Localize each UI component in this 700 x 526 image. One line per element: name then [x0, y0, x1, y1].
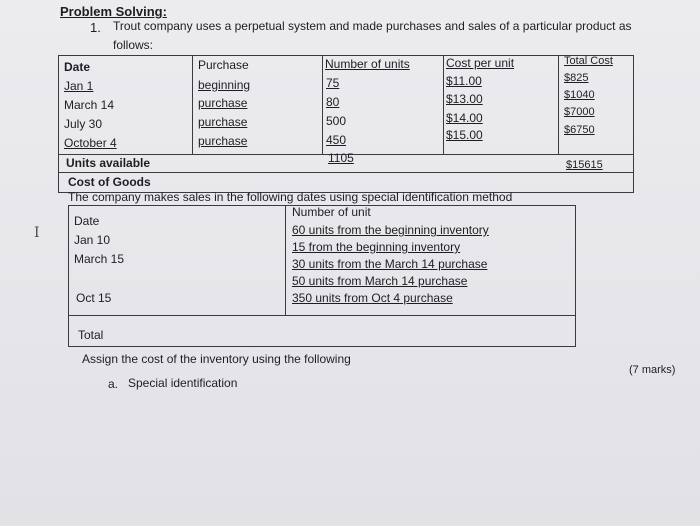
sales-row5-date: Oct 15: [76, 291, 112, 305]
row3-date: July 30: [64, 117, 103, 131]
row4-units: 450: [326, 133, 347, 147]
row4-type: purchase: [198, 134, 248, 148]
row3-total: $7000: [564, 106, 595, 118]
header-purchase: Purchase: [198, 58, 249, 72]
cost-of-goods-value: $15615: [566, 159, 603, 171]
row4-date: October 4: [64, 136, 117, 150]
sales-row1-date: Jan 10: [74, 233, 111, 247]
assign-item-text: Special identification: [128, 376, 238, 390]
sales-row1-desc: 60 units from the beginning inventory: [292, 223, 489, 237]
assign-instruction: Assign the cost of the inventory using the following: [82, 352, 351, 366]
header-cost-per-unit: Cost per unit: [446, 56, 515, 70]
row2-cost: $13.00: [446, 92, 483, 106]
sales-row2-date: March 15: [74, 252, 125, 266]
row1-units: 75: [326, 76, 340, 90]
sales-row5-desc: 350 units from Oct 4 purchase: [292, 291, 453, 305]
header-units: Number of units: [325, 57, 410, 71]
sales-header-date: Date: [74, 214, 100, 228]
sales-row3-desc: 30 units from the March 14 purchase: [292, 257, 488, 271]
row3-units: 500: [326, 114, 347, 128]
row1-date: Jan 1: [64, 79, 94, 93]
sales-header-units: Number of unit: [292, 205, 371, 219]
cost-of-goods-label: Cost of Goods: [68, 175, 151, 189]
row2-units: 80: [326, 95, 340, 109]
sales-intro: The company makes sales in the following dates using special identification method: [68, 190, 513, 204]
marks-label: (7 marks): [629, 364, 676, 376]
section-heading: Problem Solving:: [60, 4, 167, 19]
row3-cost: $14.00: [446, 111, 483, 125]
sales-row2-desc: 15 from the beginning inventory: [292, 240, 461, 254]
question-number: 1.: [90, 20, 101, 35]
row3-type: purchase: [198, 115, 248, 129]
row1-total: $825: [564, 72, 589, 84]
assign-item-letter: a.: [108, 377, 119, 391]
row2-type: purchase: [198, 96, 248, 110]
header-date: Date: [64, 60, 91, 74]
row2-total: $1040: [564, 89, 595, 101]
question-text-line1: Trout company uses a perpetual system and made purchases and sales of a particular product as: [113, 19, 632, 33]
row1-type: beginning: [198, 78, 251, 92]
units-available-value: 1105: [328, 151, 354, 165]
row2-date: March 14: [64, 98, 115, 112]
sales-total-label: Total: [78, 328, 104, 342]
row4-cost: $15.00: [446, 128, 483, 142]
row4-total: $6750: [564, 124, 595, 136]
text-cursor-icon: I: [34, 225, 40, 241]
units-available-label: Units available: [66, 156, 151, 170]
row1-cost: $11.00: [446, 74, 482, 88]
header-total-cost: Total Cost: [564, 55, 613, 67]
sales-row4-desc: 50 units from March 14 purchase: [292, 274, 468, 288]
question-text-line2: follows:: [113, 38, 154, 52]
